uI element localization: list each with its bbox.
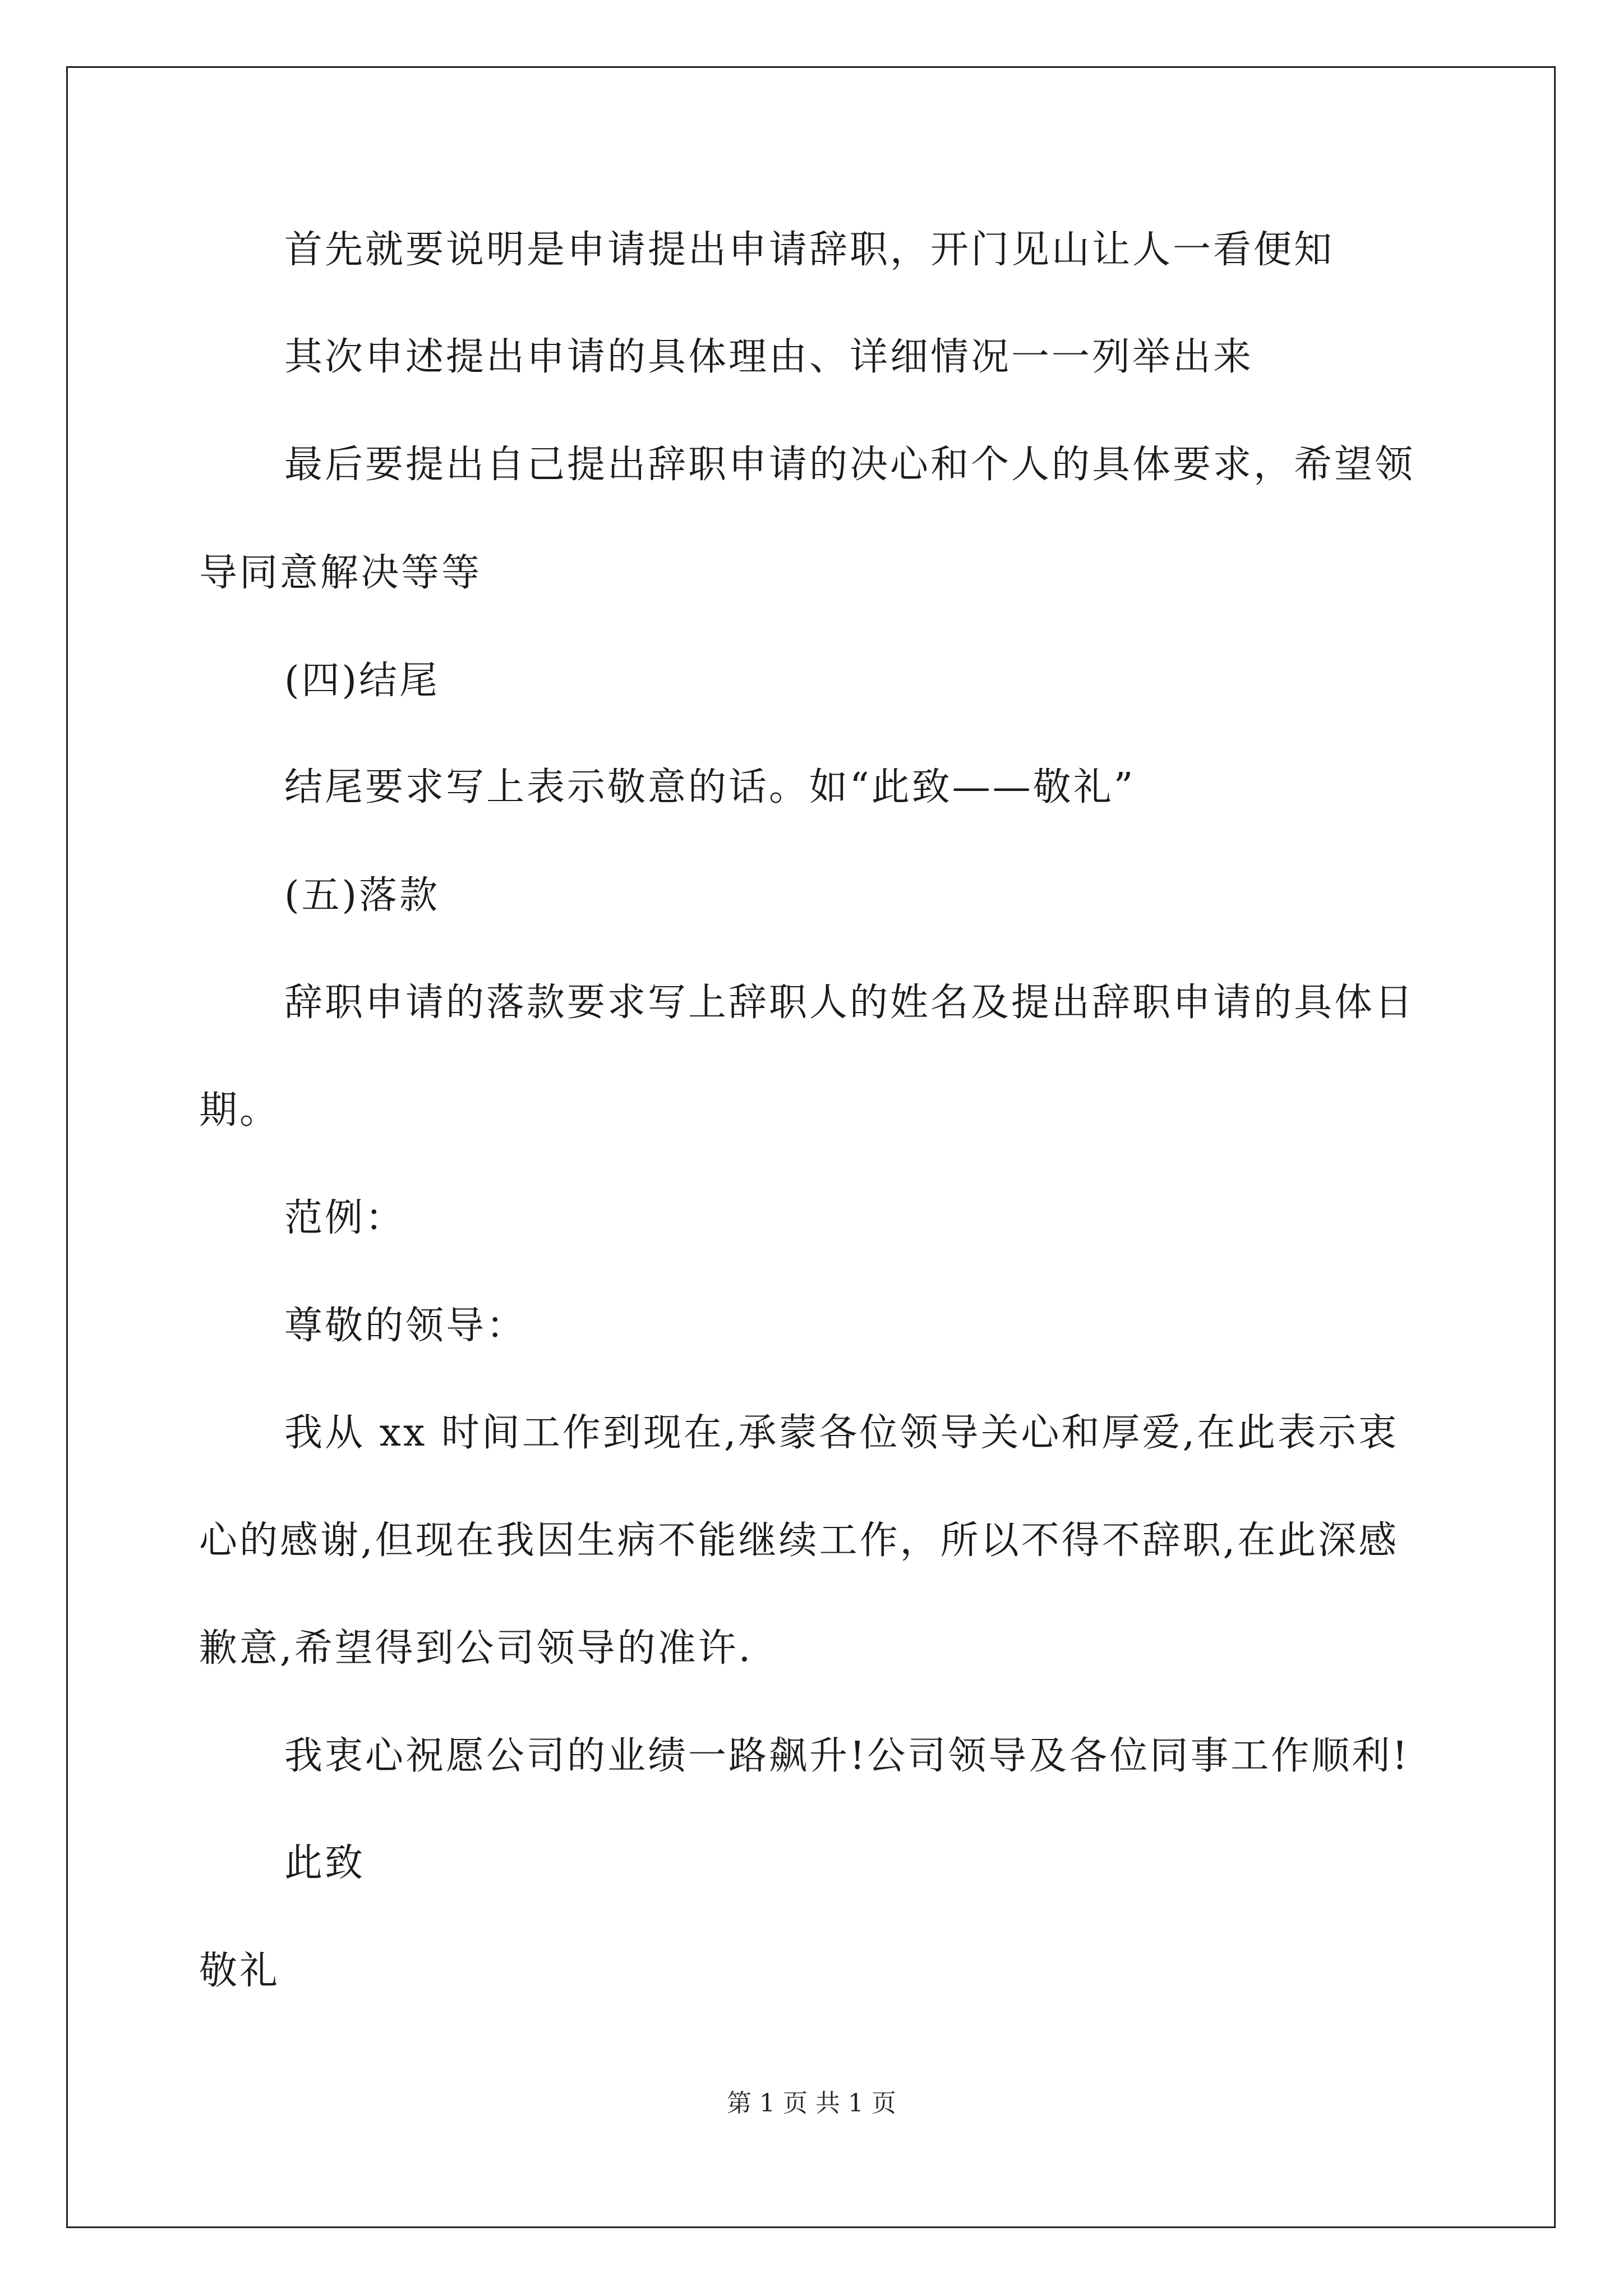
paragraph-line: 导同意解决等等	[199, 551, 482, 595]
paragraph-line: 期。	[199, 1088, 280, 1133]
paragraph-line: 我从 xx 时间工作到现在,承蒙各位领导关心和厚爱,在此表示衷	[284, 1411, 1399, 1455]
paragraph-line: 首先就要说明是申请提出申请辞职，开门见山让人一看便知	[284, 228, 1335, 272]
closing-line: 敬礼	[199, 1949, 280, 1993]
closing-line: 此致	[284, 1841, 366, 1885]
page-number: 第 1 页 共 1 页	[727, 2089, 896, 2118]
paragraph-line: 我衷心祝愿公司的业绩一路飙升!公司领导及各位同事工作顺利!	[284, 1734, 1410, 1778]
paragraph-line: 心的感谢,但现在我因生病不能继续工作，所以不得不辞职,在此深感	[199, 1519, 1399, 1563]
page-border	[66, 66, 1556, 2228]
paragraph-line: 范例：	[284, 1196, 406, 1240]
salutation: 尊敬的领导：	[284, 1304, 527, 1348]
paragraph-line: 结尾要求写上表示敬意的话。如“此致——敬礼”	[284, 765, 1136, 809]
section-heading: (四)结尾	[284, 659, 440, 703]
paragraph-line: 歉意,希望得到公司领导的准许.	[199, 1626, 753, 1671]
paragraph-line: 其次申述提出申请的具体理由、详细情况一一列举出来	[284, 335, 1254, 379]
paragraph-line: 最后要提出自己提出辞职申请的决心和个人的具体要求，希望领	[284, 443, 1415, 487]
paragraph-line: 辞职申请的落款要求写上辞职人的姓名及提出辞职申请的具体日	[284, 981, 1415, 1025]
section-heading: (五)落款	[284, 873, 440, 918]
